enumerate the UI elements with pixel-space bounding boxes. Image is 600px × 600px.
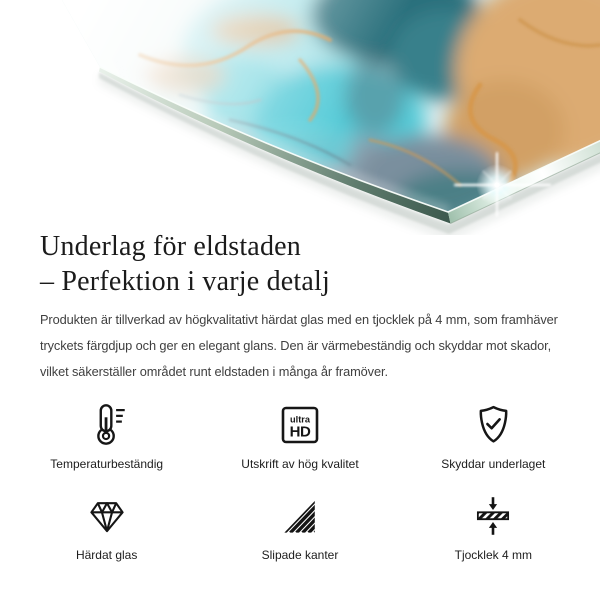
page-title xyxy=(40,229,330,299)
page-title-line2: – Perfektion i varje detalj xyxy=(40,266,330,297)
feature-polished-edges xyxy=(203,496,396,562)
hd-text: HD xyxy=(289,423,311,441)
feature-label: Utskrift av hög kvalitet xyxy=(241,457,359,471)
product-photo-glass-panel xyxy=(0,0,600,235)
feature-label: Skyddar underlaget xyxy=(441,457,546,471)
feature-label: Temperaturbeständig xyxy=(50,457,164,471)
product-description: Produkten är tillverkad av högkvalitativt härdat glas med en tjocklek på 4 mm, som framhäver tryckets färgdjup och ger en elegant glans. Den är värmebeständig och skyddar mot skador, vilket säkerställer området runt eldstaden i många år framöver. xyxy=(40,312,558,379)
diamond-icon xyxy=(85,496,129,538)
feature-tempered-glass xyxy=(10,496,203,562)
thermometer-icon xyxy=(84,399,130,447)
feature-temperature-resistant xyxy=(10,399,203,471)
page-title-line1: Underlag för eldstaden xyxy=(40,231,301,262)
feature-thickness xyxy=(397,496,590,562)
ultra-hd-icon xyxy=(278,399,322,447)
feature-label: Slipade kanter xyxy=(261,548,339,562)
feature-protects-surface xyxy=(397,399,590,471)
feature-print-quality xyxy=(203,399,396,471)
feature-grid xyxy=(10,399,590,562)
beveled-edges-icon xyxy=(279,496,321,538)
thickness-4mm-icon xyxy=(471,496,515,538)
ultra-text: ultra xyxy=(290,414,310,425)
feature-label: Härdat glas xyxy=(75,548,138,562)
feature-label: Tjocklek 4 mm xyxy=(454,548,532,562)
shield-check-icon xyxy=(471,399,516,447)
